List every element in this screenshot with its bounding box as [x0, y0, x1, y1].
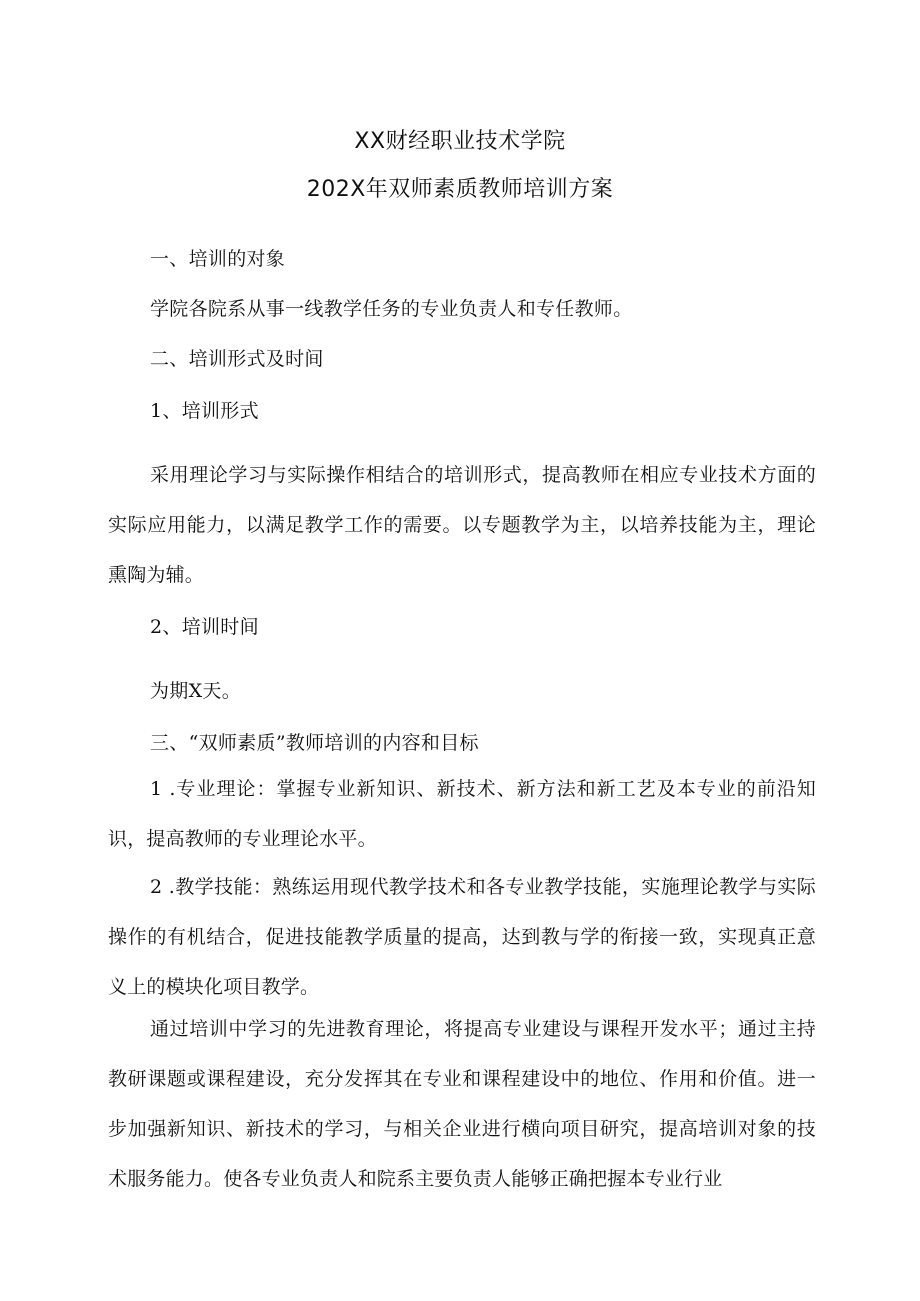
section3-item2-paragraph: 2 .教学技能：熟练运用现代教学技术和各专业教学技能，实施理论教学与实际操作的有机结合，促进技能教学质量的提高，达到教与学的衔接一致，实现真正意义上的模块化项目教学。 — [108, 876, 816, 998]
section1-text: 学院各院系从事一线教学任务的专业负责人和专任教师。 — [150, 298, 633, 320]
section3-item1-paragraph: 1 .专业理论：掌握专业新知识、新技术、新方法和新工艺及本专业的前沿知识，提高教师的专业理论水平。 — [108, 778, 816, 850]
section2-sub1-heading: 1、培训形式 — [150, 400, 259, 422]
section2-sub1-paragraph: 采用理论学习与实际操作相结合的培训形式，提高教师在相应专业技术方面的实际应用能力，以满足教学工作的需要。以专题教学为主，以培养技能为主，理论熏陶为辅。 — [108, 464, 816, 586]
section2-heading: 二、培训形式及时间 — [150, 348, 324, 370]
section2-sub2-heading: 2、培训时间 — [150, 616, 259, 638]
section3-paragraph: 通过培训中学习的先进教育理论，将提高专业建设与课程开发水平；通过主持教研课题或课程建设，充分发挥其在专业和课程建设中的地位、作用和价值。进一步加强新知识、新技术的学习，与相关企业进行横向项目研究，提高培训对象的技术服务能力。使各专业负责人和院系主要负责人能够正确把握本专业行业 — [108, 1018, 816, 1190]
document-title-line2: 202X年双师素质教师培训方案 — [306, 177, 614, 202]
section3-heading: 三、“双师素质”教师培训的内容和目标 — [150, 732, 479, 754]
document-title-line1: XX财经职业技术学院 — [354, 129, 566, 154]
section2-sub2-text: 为期X天。 — [150, 680, 242, 702]
section1-heading: 一、培训的对象 — [150, 248, 286, 270]
